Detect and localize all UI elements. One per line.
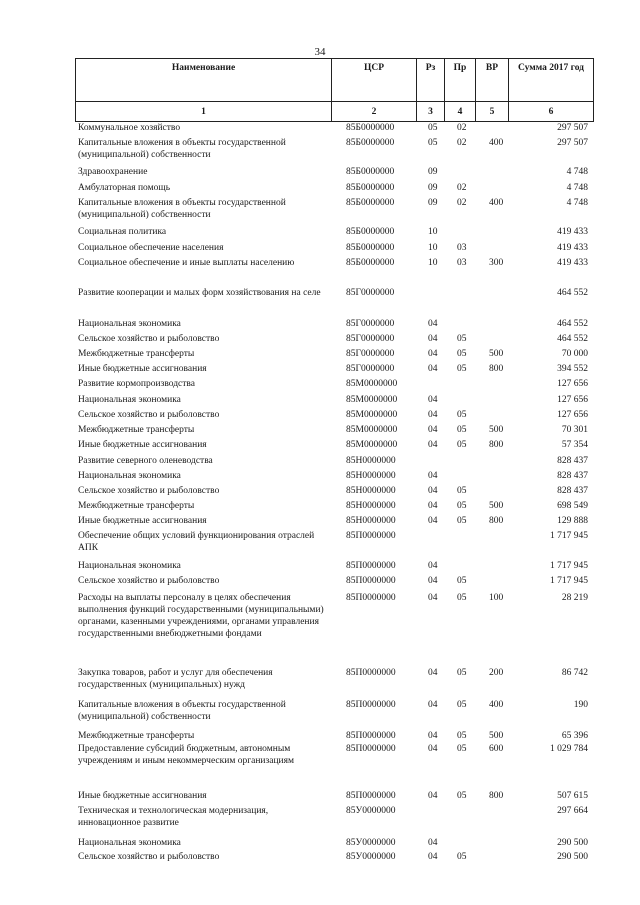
cell-csr: 85П0000000 <box>346 744 396 754</box>
cell-name: Капитальные вложения в объекты государственной (муниципальной) собственности <box>78 700 286 722</box>
cell-sum: 70 000 <box>561 349 588 359</box>
cell-vr: 500 <box>489 501 504 511</box>
cell-name: Национальная экономика <box>78 395 181 405</box>
cell-vr: 500 <box>489 349 504 359</box>
cell-sum: 290 500 <box>557 838 588 848</box>
cell-sum: 297 507 <box>557 123 588 133</box>
cell-pr: 05 <box>457 486 467 496</box>
cell-name: Иные бюджетные ассигнования <box>78 440 207 450</box>
cell-pr: 05 <box>457 576 467 586</box>
cell-sum: 127 656 <box>557 379 588 389</box>
cell-sum: 1 717 945 <box>550 561 588 571</box>
cell-sum: 297 664 <box>557 806 588 816</box>
table-header <box>75 58 593 120</box>
col-number: 4 <box>445 102 476 122</box>
cell-rz: 10 <box>428 258 438 268</box>
cell-csr: 85П0000000 <box>346 700 396 710</box>
cell-sum: 828 437 <box>557 486 588 496</box>
cell-name: Социальное обеспечение населения <box>78 243 224 253</box>
cell-pr: 05 <box>457 501 467 511</box>
cell-rz: 04 <box>428 668 438 678</box>
cell-vr: 200 <box>489 668 504 678</box>
cell-name: Межбюджетные трансферты <box>78 425 195 435</box>
cell-sum: 57 354 <box>561 440 588 450</box>
cell-csr: 85У0000000 <box>346 806 396 816</box>
cell-sum: 828 437 <box>557 471 588 481</box>
cell-rz: 04 <box>428 349 438 359</box>
cell-rz: 04 <box>428 334 438 344</box>
header-rz: Рз <box>417 59 445 102</box>
cell-rz: 10 <box>428 227 438 237</box>
cell-pr: 02 <box>457 123 467 133</box>
cell-csr: 85Н0000000 <box>346 516 396 526</box>
cell-pr: 05 <box>457 593 467 603</box>
cell-csr: 85М0000000 <box>346 379 398 389</box>
cell-rz: 04 <box>428 700 438 710</box>
cell-rz: 04 <box>428 791 438 801</box>
cell-csr: 85М0000000 <box>346 395 398 405</box>
cell-csr: 85Б0000000 <box>346 243 395 253</box>
cell-name: Иные бюджетные ассигнования <box>78 791 207 801</box>
cell-name: Национальная экономика <box>78 561 181 571</box>
cell-name: Иные бюджетные ассигнования <box>78 364 207 374</box>
cell-rz: 04 <box>428 838 438 848</box>
col-number: 2 <box>332 102 417 122</box>
col-number: 5 <box>476 102 509 122</box>
cell-rz: 04 <box>428 561 438 571</box>
cell-csr: 85М0000000 <box>346 440 398 450</box>
cell-name: Межбюджетные трансферты <box>78 731 195 741</box>
cell-pr: 05 <box>457 349 467 359</box>
cell-sum: 129 888 <box>557 516 588 526</box>
cell-name: Национальная экономика <box>78 319 181 329</box>
cell-rz: 04 <box>428 576 438 586</box>
cell-vr: 800 <box>489 364 504 374</box>
cell-csr: 85Б0000000 <box>346 123 395 133</box>
cell-sum: 1 717 945 <box>550 531 588 541</box>
cell-csr: 85У0000000 <box>346 838 396 848</box>
cell-vr: 600 <box>489 744 504 754</box>
cell-sum: 190 <box>573 700 588 710</box>
cell-sum: 4 748 <box>566 183 588 193</box>
cell-name: Развитие кормопроизводства <box>78 379 195 389</box>
cell-csr: 85П0000000 <box>346 791 396 801</box>
cell-name: Обеспечение общих условий функционирования отраслей АПК <box>78 531 315 553</box>
cell-name: Иные бюджетные ассигнования <box>78 516 207 526</box>
header-name <box>76 59 332 102</box>
cell-csr: 85Б0000000 <box>346 138 395 148</box>
cell-vr: 400 <box>489 138 504 148</box>
cell-csr: 85Б0000000 <box>346 167 395 177</box>
cell-name: Капитальные вложения в объекты государственной (муниципальной) собственности <box>78 198 286 220</box>
cell-name: Развитие северного оленеводства <box>78 456 213 466</box>
cell-csr: 85М0000000 <box>346 425 398 435</box>
cell-vr: 300 <box>489 258 504 268</box>
cell-name: Капитальные вложения в объекты государственной (муниципальной) собственности <box>78 138 286 160</box>
cell-pr: 02 <box>457 183 467 193</box>
cell-name: Здравоохранение <box>78 167 148 177</box>
cell-name: Техническая и технологическая модернизация, инновационное развитие <box>78 806 269 828</box>
cell-rz: 09 <box>428 183 438 193</box>
cell-sum: 507 615 <box>557 791 588 801</box>
cell-rz: 04 <box>428 731 438 741</box>
cell-pr: 05 <box>457 440 467 450</box>
cell-csr: 85Б0000000 <box>346 183 395 193</box>
cell-csr: 85П0000000 <box>346 576 396 586</box>
cell-sum: 86 742 <box>561 668 588 678</box>
cell-sum: 65 396 <box>561 731 588 741</box>
header-csr: ЦСР <box>332 59 417 102</box>
cell-rz: 04 <box>428 593 438 603</box>
cell-name: Развитие кооперации и малых форм хозяйствования на селе <box>78 288 321 298</box>
cell-name: Сельское хозяйство и рыболовство <box>78 576 220 586</box>
cell-rz: 04 <box>428 501 438 511</box>
header-vr: ВР <box>476 59 509 102</box>
col-number: 3 <box>417 102 445 122</box>
cell-rz: 09 <box>428 167 438 177</box>
cell-sum: 70 301 <box>561 425 588 435</box>
col-number: 6 <box>509 102 594 122</box>
cell-sum: 1 717 945 <box>550 576 588 586</box>
cell-rz: 04 <box>428 471 438 481</box>
cell-name: Сельское хозяйство и рыболовство <box>78 486 220 496</box>
cell-csr: 85Б0000000 <box>346 227 395 237</box>
cell-sum: 4 748 <box>566 167 588 177</box>
cell-sum: 419 433 <box>557 227 588 237</box>
cell-pr: 02 <box>457 198 467 208</box>
cell-csr: 85Г0000000 <box>346 364 395 374</box>
cell-rz: 09 <box>428 198 438 208</box>
cell-rz: 05 <box>428 123 438 133</box>
cell-sum: 1 029 784 <box>550 744 588 754</box>
cell-pr: 03 <box>457 243 467 253</box>
cell-vr: 100 <box>489 593 504 603</box>
cell-sum: 464 552 <box>557 319 588 329</box>
cell-sum: 28 219 <box>561 593 588 603</box>
header-sum: Сумма 2017 год <box>509 59 594 102</box>
cell-pr: 05 <box>457 334 467 344</box>
cell-sum: 127 656 <box>557 395 588 405</box>
cell-vr: 500 <box>489 425 504 435</box>
cell-sum: 828 437 <box>557 456 588 466</box>
cell-vr: 400 <box>489 198 504 208</box>
cell-pr: 03 <box>457 258 467 268</box>
cell-sum: 297 507 <box>557 138 588 148</box>
cell-pr: 05 <box>457 410 467 420</box>
cell-csr: 85П0000000 <box>346 561 396 571</box>
cell-name: Предоставление субсидий бюджетным, автономным учреждениям и иным некоммерческим организациям <box>78 744 295 766</box>
cell-rz: 04 <box>428 425 438 435</box>
cell-pr: 05 <box>457 425 467 435</box>
cell-rz: 04 <box>428 744 438 754</box>
cell-sum: 698 549 <box>557 501 588 511</box>
cell-sum: 419 433 <box>557 258 588 268</box>
cell-sum: 290 500 <box>557 852 588 862</box>
cell-name: Национальная экономика <box>78 471 181 481</box>
cell-csr: 85Н0000000 <box>346 456 396 466</box>
cell-pr: 05 <box>457 731 467 741</box>
cell-rz: 04 <box>428 410 438 420</box>
cell-csr: 85Н0000000 <box>346 486 396 496</box>
cell-name: Расходы на выплаты персоналу в целях обеспечения выполнения функций государственными (муниципальными) органами, казенными учреждениями, органами управления государственными внебюджетными фондами <box>78 593 324 639</box>
cell-pr: 02 <box>457 138 467 148</box>
cell-rz: 04 <box>428 440 438 450</box>
cell-csr: 85Г0000000 <box>346 334 395 344</box>
cell-sum: 127 656 <box>557 410 588 420</box>
page-number: 34 <box>314 46 326 58</box>
cell-name: Сельское хозяйство и рыболовство <box>78 852 220 862</box>
cell-name: Закупка товаров, работ и услуг для обеспечения государственных (муниципальных) нужд <box>78 668 273 690</box>
cell-pr: 05 <box>457 700 467 710</box>
cell-vr: 800 <box>489 791 504 801</box>
cell-csr: 85Н0000000 <box>346 501 396 511</box>
cell-vr: 500 <box>489 731 504 741</box>
cell-vr: 800 <box>489 440 504 450</box>
cell-rz: 04 <box>428 319 438 329</box>
cell-csr: 85П0000000 <box>346 593 396 603</box>
cell-csr: 85Г0000000 <box>346 288 395 298</box>
cell-sum: 464 552 <box>557 334 588 344</box>
header-name-label: Наименование <box>171 63 236 73</box>
cell-pr: 05 <box>457 364 467 374</box>
cell-csr: 85Г0000000 <box>346 349 395 359</box>
cell-name: Сельское хозяйство и рыболовство <box>78 334 220 344</box>
cell-vr: 800 <box>489 516 504 526</box>
col-number: 1 <box>76 102 332 122</box>
cell-name: Межбюджетные трансферты <box>78 501 195 511</box>
cell-csr: 85Н0000000 <box>346 471 396 481</box>
cell-rz: 10 <box>428 243 438 253</box>
cell-pr: 05 <box>457 744 467 754</box>
cell-rz: 04 <box>428 486 438 496</box>
cell-pr: 05 <box>457 516 467 526</box>
cell-name: Коммунальное хозяйство <box>78 123 181 133</box>
cell-sum: 394 552 <box>557 364 588 374</box>
header-pr: Пр <box>445 59 476 102</box>
cell-csr: 85П0000000 <box>346 731 396 741</box>
cell-name: Сельское хозяйство и рыболовство <box>78 410 220 420</box>
cell-pr: 05 <box>457 791 467 801</box>
cell-rz: 05 <box>428 138 438 148</box>
cell-name: Амбулаторная помощь <box>78 183 171 193</box>
cell-csr: 85П0000000 <box>346 668 396 678</box>
cell-vr: 400 <box>489 700 504 710</box>
cell-rz: 04 <box>428 364 438 374</box>
cell-name: Социальная политика <box>78 227 167 237</box>
cell-name: Национальная экономика <box>78 838 181 848</box>
cell-csr: 85Б0000000 <box>346 198 395 208</box>
cell-name: Межбюджетные трансферты <box>78 349 195 359</box>
cell-pr: 05 <box>457 852 467 862</box>
cell-rz: 04 <box>428 852 438 862</box>
cell-sum: 464 552 <box>557 288 588 298</box>
cell-rz: 04 <box>428 516 438 526</box>
cell-csr: 85Г0000000 <box>346 319 395 329</box>
cell-csr: 85П0000000 <box>346 531 396 541</box>
cell-sum: 4 748 <box>566 198 588 208</box>
cell-name: Социальное обеспечение и иные выплаты населению <box>78 258 295 268</box>
cell-csr: 85У0000000 <box>346 852 396 862</box>
cell-pr: 05 <box>457 668 467 678</box>
cell-csr: 85Б0000000 <box>346 258 395 268</box>
cell-rz: 04 <box>428 395 438 405</box>
cell-sum: 419 433 <box>557 243 588 253</box>
cell-csr: 85М0000000 <box>346 410 398 420</box>
